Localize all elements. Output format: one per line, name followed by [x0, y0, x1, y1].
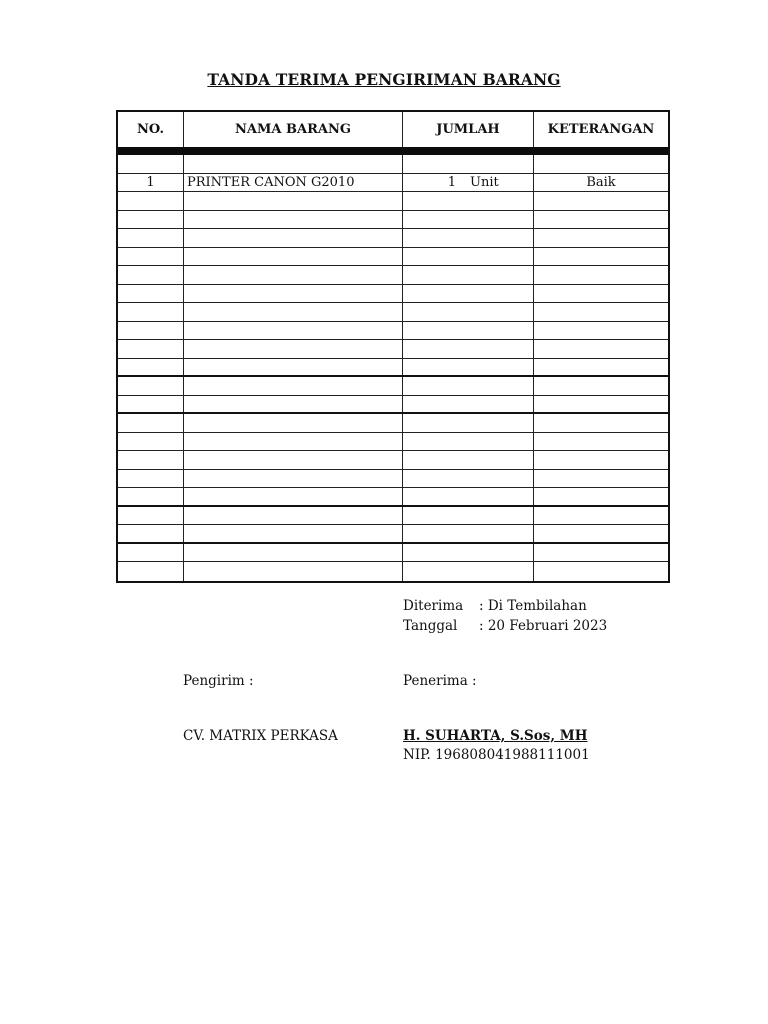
row-jumlah	[403, 174, 534, 192]
table-cell-empty	[118, 192, 184, 210]
table-cell-empty	[184, 377, 403, 395]
table-cell-empty	[118, 303, 184, 321]
table-row-empty	[118, 285, 668, 304]
table-spacer-row	[118, 155, 668, 174]
table-cell-empty	[534, 359, 668, 376]
table-cell-empty	[184, 451, 403, 469]
table-cell-empty	[403, 544, 534, 562]
table-cell-empty	[403, 433, 534, 451]
table-cell-empty	[403, 562, 534, 581]
table-cell-empty	[534, 488, 668, 505]
table-cell-empty	[184, 266, 403, 284]
empty-rows	[118, 192, 668, 581]
table-cell-empty	[184, 488, 403, 505]
table-row-empty	[118, 451, 668, 470]
table-cell-empty	[534, 396, 668, 413]
table-cell-empty	[118, 248, 184, 266]
table-cell-empty	[534, 414, 668, 432]
tanggal-value: : 20 Februari 2023	[479, 618, 608, 634]
row-keterangan: Baik	[586, 174, 616, 190]
table-cell-empty	[403, 451, 534, 469]
table-cell-empty	[184, 229, 403, 247]
table-cell-empty	[403, 285, 534, 303]
table-cell-empty	[403, 229, 534, 247]
table-row-empty	[118, 211, 668, 230]
table-cell-empty	[184, 544, 403, 562]
table-cell-empty	[118, 211, 184, 229]
table-cell-empty	[534, 562, 668, 581]
table-cell-empty	[403, 303, 534, 321]
table-cell-empty	[118, 322, 184, 340]
table-cell-empty	[534, 322, 668, 340]
table-cell-empty	[534, 229, 668, 247]
table-cell-empty	[184, 433, 403, 451]
table-cell-empty	[118, 470, 184, 488]
table-cell-empty	[403, 192, 534, 210]
table-row-empty	[118, 433, 668, 452]
table-cell-empty	[118, 488, 184, 505]
table-row-empty	[118, 303, 668, 322]
table-row-empty	[118, 266, 668, 285]
header-jumlah: JUMLAH	[403, 112, 534, 147]
table-cell-empty	[118, 266, 184, 284]
header-no: NO.	[118, 112, 184, 147]
table-cell-empty	[118, 229, 184, 247]
table-cell-empty	[534, 211, 668, 229]
table-cell-empty	[184, 359, 403, 376]
row-nama-barang: PRINTER CANON G2010	[184, 174, 403, 192]
penerima-name: H. SUHARTA, S.Sos, MH	[403, 728, 588, 744]
table-cell-empty	[184, 303, 403, 321]
table-cell-empty	[534, 340, 668, 358]
table-cell-empty	[118, 285, 184, 303]
table-cell-empty	[534, 192, 668, 210]
items-table	[116, 110, 670, 583]
table-row-empty	[118, 488, 668, 507]
table-cell-empty	[118, 544, 184, 562]
table-cell-empty	[184, 340, 403, 358]
table-row-empty	[118, 340, 668, 359]
table-row-empty	[118, 507, 668, 526]
table-cell-empty	[534, 377, 668, 395]
table-cell-empty	[184, 396, 403, 413]
row-qty: 1	[447, 174, 456, 190]
table-row-empty	[118, 229, 668, 248]
table-row-empty	[118, 414, 668, 433]
table-cell-empty	[184, 322, 403, 340]
table-row-empty	[118, 359, 668, 378]
tanggal-line	[403, 618, 607, 634]
penerima-nip: NIP. 196808041988111001	[403, 747, 590, 763]
table-cell-empty	[534, 266, 668, 284]
table-cell-empty	[534, 507, 668, 525]
table-row-empty	[118, 322, 668, 341]
header-nama-barang: NAMA BARANG	[184, 112, 403, 147]
table-cell-empty	[403, 377, 534, 395]
table-cell-empty	[118, 507, 184, 525]
table-cell-empty	[184, 285, 403, 303]
table-cell-empty	[403, 470, 534, 488]
diterima-label: Diterima	[403, 598, 464, 614]
row-no: 1	[118, 174, 184, 192]
table-cell-empty	[184, 192, 403, 210]
table-cell-empty	[403, 414, 534, 432]
table-cell-empty	[403, 211, 534, 229]
table-cell-empty	[118, 451, 184, 469]
table-row-empty	[118, 470, 668, 489]
table-row-empty	[118, 525, 668, 544]
table-cell-empty	[534, 433, 668, 451]
table-cell-empty	[118, 377, 184, 395]
penerima-label: Penerima :	[403, 673, 477, 689]
table-cell-empty	[403, 248, 534, 266]
table-row-empty	[118, 544, 668, 563]
table-cell-empty	[184, 414, 403, 432]
pengirim-label: Pengirim :	[183, 673, 254, 689]
table-cell-empty	[184, 211, 403, 229]
table-cell-empty	[184, 470, 403, 488]
diterima-line	[403, 598, 587, 614]
table-cell-empty	[184, 248, 403, 266]
table-cell-empty	[534, 451, 668, 469]
table-cell-empty	[403, 266, 534, 284]
table-cell-empty	[403, 396, 534, 413]
table-cell-empty	[403, 340, 534, 358]
table-cell-empty	[118, 359, 184, 376]
table-cell-empty	[534, 285, 668, 303]
table-header-row	[118, 112, 668, 147]
table-cell-empty	[184, 562, 403, 581]
row-unit: Unit	[470, 174, 499, 190]
table-row-empty	[118, 562, 668, 581]
table-row-empty	[118, 192, 668, 211]
header-keterangan: KETERANGAN	[547, 122, 655, 137]
header-divider	[118, 147, 668, 155]
table-cell-empty	[534, 525, 668, 542]
table-cell-empty	[184, 525, 403, 542]
table-cell-empty	[534, 303, 668, 321]
table-cell-empty	[118, 433, 184, 451]
table-cell-empty	[403, 507, 534, 525]
diterima-value: : Di Tembilahan	[479, 598, 587, 614]
table-cell-empty	[118, 562, 184, 581]
table-cell-empty	[534, 470, 668, 488]
document-title: TANDA TERIMA PENGIRIMAN BARANG	[207, 70, 561, 89]
table-row	[118, 174, 668, 193]
table-cell-empty	[403, 322, 534, 340]
table-cell-empty	[403, 525, 534, 542]
table-cell-empty	[118, 525, 184, 542]
table-row-empty	[118, 396, 668, 415]
table-row-empty	[118, 377, 668, 396]
table-cell-empty	[184, 507, 403, 525]
pengirim-name: CV. MATRIX PERKASA	[183, 728, 338, 744]
table-cell-empty	[403, 488, 534, 505]
table-cell-empty	[534, 248, 668, 266]
table-row-empty	[118, 248, 668, 267]
tanggal-label: Tanggal	[403, 618, 458, 634]
table-cell-empty	[403, 359, 534, 376]
table-cell-empty	[118, 414, 184, 432]
table-cell-empty	[118, 396, 184, 413]
table-cell-empty	[534, 544, 668, 562]
table-cell-empty	[118, 340, 184, 358]
